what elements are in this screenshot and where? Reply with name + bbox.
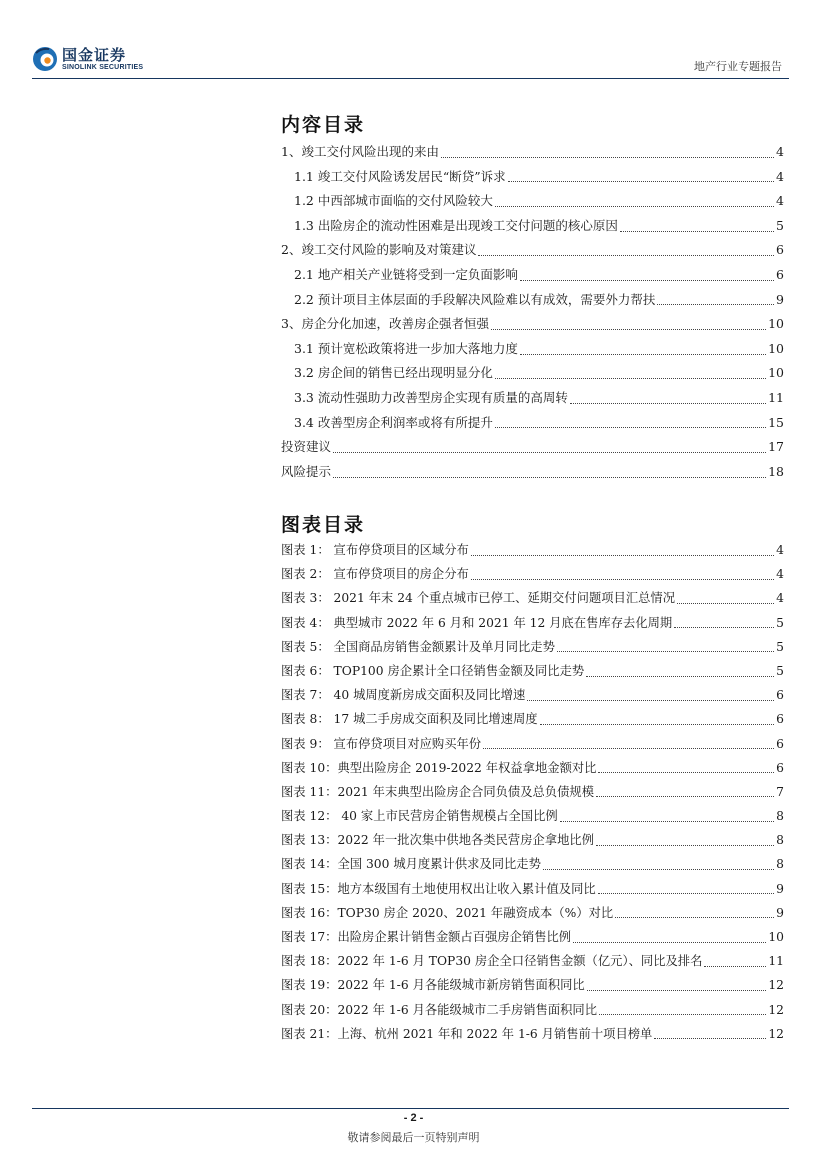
dot-leader bbox=[495, 378, 766, 379]
figure-entry-page: 5 bbox=[776, 639, 784, 654]
logo-name-en: SINOLINK SECURITIES bbox=[62, 63, 144, 71]
figure-entry-page: 7 bbox=[776, 784, 784, 799]
toc-entry[interactable] bbox=[281, 142, 784, 167]
dot-leader bbox=[540, 724, 775, 725]
figure-entry-title: 图表 7： 40 城周度新房成交面积及同比增速 bbox=[281, 688, 526, 703]
figure-entry-title: 图表 21：上海、杭州 2021 年和 2022 年 1-6 月销售前十项目榜单 bbox=[281, 1026, 653, 1041]
dot-leader bbox=[704, 966, 766, 967]
toc-entry-title: 3.1 预计宽松政策将进一步加大落地力度 bbox=[294, 340, 518, 356]
toc-entry-page: 5 bbox=[776, 217, 784, 233]
toc-entry[interactable] bbox=[281, 216, 784, 241]
dot-leader bbox=[520, 354, 766, 355]
figure-entry-page: 4 bbox=[776, 543, 784, 557]
figure-entry-page: 5 bbox=[776, 663, 784, 678]
dot-leader bbox=[527, 700, 774, 701]
toc-entry-page: 10 bbox=[768, 316, 784, 332]
dot-leader bbox=[520, 280, 774, 281]
figure-entry[interactable] bbox=[281, 564, 784, 588]
figure-entry-page: 4 bbox=[776, 567, 784, 582]
dot-leader bbox=[478, 255, 774, 256]
toc-entry-page: 6 bbox=[776, 266, 784, 282]
figure-entry-title: 图表 2： 宣布停贷项目的房企分布 bbox=[281, 567, 469, 582]
dot-leader bbox=[596, 796, 774, 797]
figure-entry-page: 6 bbox=[776, 688, 784, 703]
figure-entry-page: 12 bbox=[768, 978, 784, 993]
figure-entry-page: 11 bbox=[768, 954, 784, 969]
toc-entry-title: 3.2 房企间的销售已经出现明显分化 bbox=[294, 365, 493, 381]
figure-entry-page: 12 bbox=[768, 1002, 784, 1017]
figure-entry[interactable] bbox=[281, 637, 784, 661]
toc-entry-page: 6 bbox=[776, 242, 784, 258]
toc-entry[interactable] bbox=[281, 265, 784, 290]
figure-entry-page: 8 bbox=[776, 857, 784, 872]
dot-leader bbox=[598, 893, 774, 894]
toc-entry[interactable] bbox=[281, 339, 784, 364]
dot-leader bbox=[471, 555, 774, 556]
dot-leader bbox=[677, 603, 774, 604]
dot-leader bbox=[471, 579, 774, 580]
figure-entry[interactable] bbox=[281, 879, 784, 903]
figure-entry-page: 10 bbox=[768, 930, 784, 944]
toc-entry-title: 1、竣工交付风险出现的来由 bbox=[281, 144, 439, 159]
figure-entry-title: 图表 4： 典型城市 2022 年 6 月和 2021 年 12 月底在售库存去化周期 bbox=[281, 615, 673, 630]
figure-entry[interactable] bbox=[281, 951, 784, 975]
figure-entry[interactable] bbox=[281, 782, 784, 806]
dot-leader bbox=[333, 452, 766, 453]
dot-leader bbox=[657, 304, 774, 305]
toc-entry[interactable] bbox=[281, 290, 784, 315]
figure-entry[interactable] bbox=[281, 975, 784, 999]
dot-leader bbox=[599, 1014, 766, 1015]
toc-entry-title: 投资建议 bbox=[281, 439, 332, 455]
toc-entry[interactable] bbox=[281, 437, 784, 462]
toc-entry-page: 11 bbox=[768, 389, 784, 405]
toc-entry-page: 10 bbox=[768, 365, 784, 381]
figure-entry[interactable] bbox=[281, 540, 784, 564]
toc-entry[interactable] bbox=[281, 191, 784, 216]
figure-entry[interactable] bbox=[281, 613, 784, 637]
dot-leader bbox=[573, 942, 766, 943]
toc-entry-page: 10 bbox=[768, 340, 784, 356]
figure-entry[interactable] bbox=[281, 854, 784, 878]
company-logo bbox=[32, 46, 143, 72]
dot-leader bbox=[543, 869, 774, 870]
toc-entry-page: 15 bbox=[768, 414, 784, 430]
figure-entry-title: 图表 10：典型出险房企 2019-2022 年权益拿地金额对比 bbox=[281, 760, 597, 775]
toc-entry-page: 4 bbox=[776, 144, 784, 159]
figure-entry-page: 6 bbox=[776, 736, 784, 751]
dot-leader bbox=[615, 917, 774, 918]
header-divider bbox=[32, 78, 789, 79]
dot-leader bbox=[596, 845, 774, 846]
report-type: 地产行业专题报告 bbox=[694, 60, 782, 73]
sinolink-logo-icon bbox=[32, 46, 58, 72]
dot-leader bbox=[654, 1038, 766, 1039]
toc-entry-title: 风险提示 bbox=[281, 463, 332, 479]
dot-leader bbox=[495, 427, 766, 428]
figure-entry-title: 图表 20：2022 年 1-6 月各能级城市二手房销售面积同比 bbox=[281, 1002, 598, 1017]
dot-leader bbox=[491, 329, 766, 330]
dot-leader bbox=[483, 748, 774, 749]
figure-entry[interactable] bbox=[281, 661, 784, 685]
dot-leader bbox=[586, 676, 774, 677]
figure-entry-title: 图表 3： 2021 年末 24 个重点城市已停工、延期交付问题项目汇总情况 bbox=[281, 591, 676, 606]
figure-entry-title: 图表 8： 17 城二手房成交面积及同比增速周度 bbox=[281, 712, 538, 727]
toc-entry-title: 1.3 出险房企的流动性困难是出现竣工交付问题的核心原因 bbox=[294, 217, 618, 233]
dot-leader bbox=[587, 990, 767, 991]
toc-entry[interactable] bbox=[281, 462, 784, 487]
figure-entry-page: 8 bbox=[776, 809, 784, 824]
logo-name-cn: 国金证券 bbox=[62, 45, 127, 64]
figure-entry-page: 9 bbox=[776, 881, 784, 896]
figure-entry-page: 12 bbox=[768, 1026, 784, 1041]
dot-leader bbox=[495, 206, 774, 207]
toc-list bbox=[281, 142, 784, 486]
figure-entry-title: 图表 1： 宣布停贷项目的区域分布 bbox=[281, 543, 469, 557]
figure-entry[interactable] bbox=[281, 927, 784, 951]
toc-entry[interactable] bbox=[281, 388, 784, 413]
figure-entry[interactable] bbox=[281, 734, 784, 758]
figure-entry-title: 图表 11：2021 年末典型出险房企合同负债及总负债规模 bbox=[281, 784, 594, 799]
toc-entry-page: 9 bbox=[776, 291, 784, 307]
dot-leader bbox=[674, 627, 774, 628]
toc-entry-title: 3、房企分化加速，改善房企强者恒强 bbox=[281, 316, 489, 332]
figure-entry[interactable] bbox=[281, 1000, 784, 1024]
dot-leader bbox=[333, 477, 766, 478]
toc-entry-title: 2、竣工交付风险的影响及对策建议 bbox=[281, 242, 477, 258]
figure-entry-page: 6 bbox=[776, 712, 784, 727]
dot-leader bbox=[598, 772, 774, 773]
figure-entry-title: 图表 17：出险房企累计销售金额占百强房企销售比例 bbox=[281, 930, 572, 944]
toc-entry[interactable] bbox=[281, 314, 784, 339]
toc-entry-page: 4 bbox=[776, 168, 784, 184]
dot-leader bbox=[560, 821, 775, 822]
figure-entry[interactable] bbox=[281, 806, 784, 830]
toc-entry-page: 17 bbox=[768, 439, 784, 455]
figure-entry-title: 图表 5： 全国商品房销售金额累计及单月同比走势 bbox=[281, 639, 555, 654]
figure-entry-title: 图表 16：TOP30 房企 2020、2021 年融资成本（%）对比 bbox=[281, 905, 614, 920]
toc-entry[interactable] bbox=[281, 240, 784, 265]
toc-entry-page: 18 bbox=[768, 463, 784, 479]
toc-entry-title: 2.1 地产相关产业链将受到一定负面影响 bbox=[294, 266, 518, 282]
toc-entry-title: 1.1 竣工交付风险诱发居民“断贷”诉求 bbox=[294, 168, 506, 184]
toc-entry[interactable] bbox=[281, 413, 784, 438]
figure-entry-page: 6 bbox=[776, 760, 784, 775]
figure-entry[interactable] bbox=[281, 758, 784, 782]
figure-entry[interactable] bbox=[281, 1024, 784, 1048]
figure-entry-page: 8 bbox=[776, 833, 784, 848]
figure-entry-title: 图表 9： 宣布停贷项目对应购买年份 bbox=[281, 736, 482, 751]
figure-entry[interactable] bbox=[281, 903, 784, 927]
toc-entry-page: 4 bbox=[776, 193, 784, 209]
dot-leader bbox=[620, 231, 774, 232]
dot-leader bbox=[441, 157, 774, 158]
toc-entry-title: 3.3 流动性强助力改善型房企实现有质量的高周转 bbox=[294, 389, 568, 405]
figure-entry[interactable] bbox=[281, 709, 784, 733]
toc-title: 内容目录 bbox=[281, 114, 366, 136]
figure-entry-title: 图表 12： 40 家上市民营房企销售规模占全国比例 bbox=[281, 809, 558, 824]
toc-entry[interactable] bbox=[281, 363, 784, 388]
figure-entry-title: 图表 15：地方本级国有土地使用权出让收入累计值及同比 bbox=[281, 881, 596, 896]
figure-entry-page: 5 bbox=[776, 615, 784, 630]
figure-entry-title: 图表 6： TOP100 房企累计全口径销售金额及同比走势 bbox=[281, 663, 585, 678]
figures-list bbox=[281, 540, 784, 1048]
figure-entry-title: 图表 19：2022 年 1-6 月各能级城市新房销售面积同比 bbox=[281, 978, 585, 993]
toc-entry-title: 3.4 改善型房企利润率或将有所提升 bbox=[294, 414, 493, 430]
dot-leader bbox=[508, 181, 774, 182]
dot-leader bbox=[557, 651, 774, 652]
figures-title: 图表目录 bbox=[281, 514, 366, 536]
figure-entry[interactable] bbox=[281, 830, 784, 854]
figure-entry-page: 9 bbox=[776, 905, 784, 920]
page-number: - 2 - bbox=[403, 1112, 424, 1124]
figure-entry[interactable] bbox=[281, 685, 784, 709]
figure-entry-title: 图表 14：全国 300 城月度累计供求及同比走势 bbox=[281, 857, 541, 872]
figure-entry-title: 图表 13：2022 年一批次集中供地各类民营房企拿地比例 bbox=[281, 833, 594, 848]
figure-entry-page: 4 bbox=[776, 591, 784, 606]
dot-leader bbox=[570, 403, 766, 404]
figure-entry-title: 图表 18：2022 年 1-6 月 TOP30 房企全口径销售金额（亿元）、同比及排名 bbox=[281, 954, 703, 969]
toc-entry-title: 1.2 中西部城市面临的交付风险较大 bbox=[294, 193, 493, 209]
toc-entry-title: 2.2 预计项目主体层面的手段解决风险难以有成效，需要外力帮扶 bbox=[294, 291, 656, 307]
footer-divider bbox=[32, 1108, 789, 1109]
toc-entry[interactable] bbox=[281, 167, 784, 192]
figure-entry[interactable] bbox=[281, 588, 784, 612]
disclaimer-note: 敬请参阅最后一页特别声明 bbox=[347, 1131, 480, 1144]
